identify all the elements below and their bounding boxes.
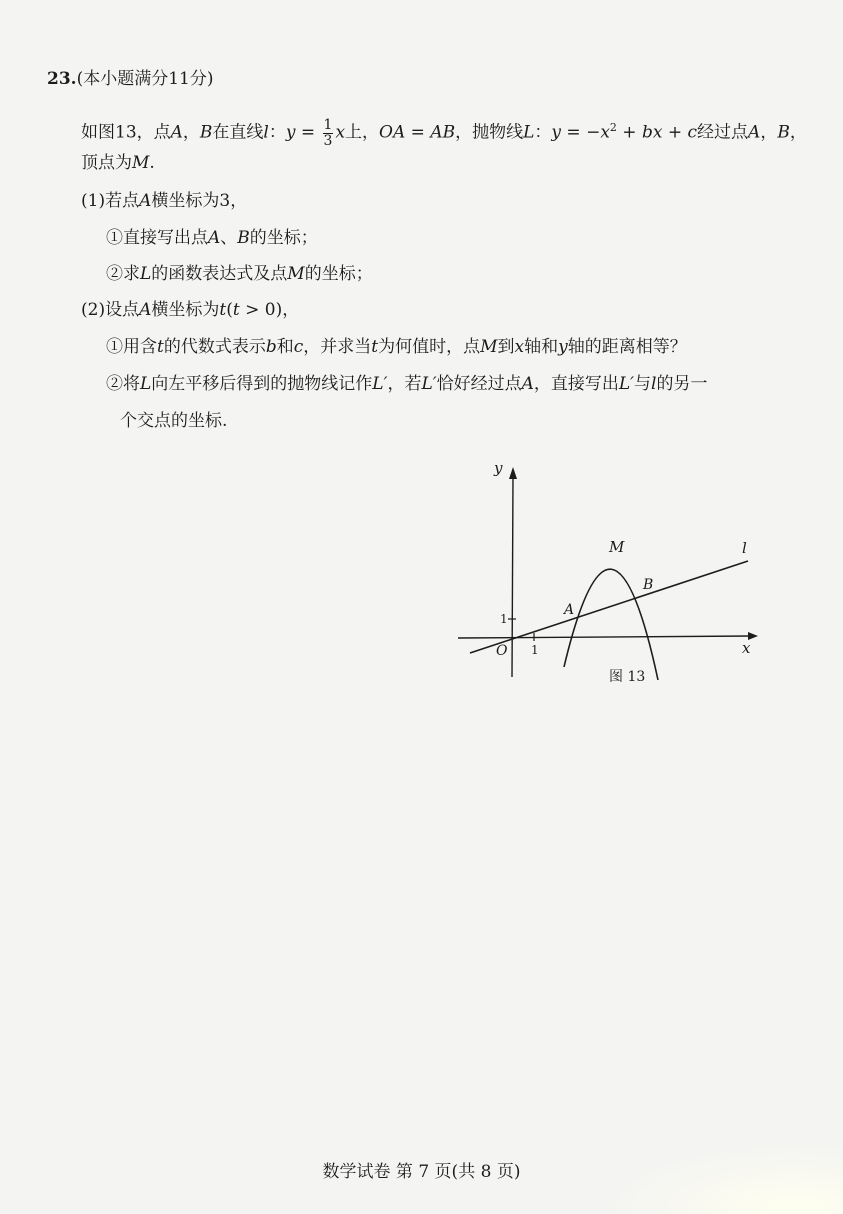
x-axis [458,636,752,638]
var-L: L [140,374,152,394]
x-axis-label: x [742,639,751,657]
y-axis [512,477,513,677]
problem-header [47,68,213,90]
equals-minus: = − [561,122,601,143]
sep: ， [182,122,200,143]
var-L-prime: L′ [421,374,437,394]
intro-text: 在直线 [212,122,264,143]
var-b: B [199,122,213,143]
point-a-label: A [564,602,575,618]
var-a: A [748,122,761,143]
part2-text: 横坐标为 [151,300,220,320]
frac-denominator: 3 [323,132,333,149]
q-text: 的另一 [656,374,708,394]
var-t: t [157,337,164,357]
q-text: 向左平移后得到的抛物线记作 [151,374,373,394]
y-axis-label: y [494,459,503,477]
var-a: A [170,122,183,143]
tick-y-label: 1 [500,612,508,626]
colon: ： [534,122,552,143]
part2-text: > 0)， [239,300,300,320]
q-text: 和 [276,337,294,357]
problem-intro-line2 [81,152,155,174]
var-a: A [139,300,152,320]
q-text: ①用含 [106,337,157,357]
intro-text: 顶点为 [81,153,132,173]
var-t: t [219,300,227,320]
photo-glare [603,1144,843,1214]
var-y: y [558,337,568,357]
intro-text: 经过点 [697,122,749,143]
var-L-prime: L′ [372,374,388,394]
var-L: L [523,122,535,143]
line-l-label: l [742,539,747,557]
var-c-coef: c [293,337,304,357]
term-c: c [687,122,698,143]
var-x: x [600,122,610,143]
point-b-label: B [643,577,654,593]
q-text: ②将 [106,374,140,394]
sep: ， [789,122,807,143]
problem-number: 23. [47,69,77,89]
var-a: A [139,191,152,211]
exponent: 2 [609,121,617,134]
q-text: 的函数表达式及点 [151,264,288,284]
var-l: l [263,122,269,143]
var-L: L [140,264,152,284]
var-y: y [551,122,562,143]
frac-numerator: 1 [323,116,333,133]
sep: ， [760,122,778,143]
var-m: M [480,337,498,357]
plus: + [662,122,688,143]
colon: ： [268,122,286,143]
tick-x-label: 1 [531,643,539,657]
part2-question1 [106,336,687,358]
var-x: x [335,122,346,143]
var-L-prime: L′ [618,374,635,394]
var-y: y [285,122,296,143]
q-text: 恰好经过点 [436,374,522,394]
equals: = [295,122,321,143]
intro-text: 如图13，点 [81,122,171,143]
sep: 、 [220,228,238,248]
figure-caption: 图 13 [609,669,646,685]
origin-label: O [496,643,508,659]
var-a: A [521,374,534,394]
var-b: B [777,122,790,143]
q-text: ，直接写出 [533,374,619,394]
intro-text: ，抛物线 [455,122,524,143]
q-text: 的坐标； [249,228,318,248]
part2-question2-line2 [120,410,227,432]
figure-13 [452,455,772,695]
equals: = [405,122,431,143]
q-text: 个交点的坐标. [120,411,228,431]
var-b-coef: b [265,337,277,357]
var-m: M [132,153,150,173]
q-text: 轴的距离相等？ [567,337,687,357]
var-m: M [287,264,305,284]
score-note: (本小题满分11分) [76,69,214,89]
period: . [149,153,155,173]
paren: ( [226,300,233,320]
var-t: t [371,337,379,357]
q-text: 为何值时，点 [378,337,481,357]
seg-ab: AB [430,122,456,143]
plus: + [616,122,642,143]
part1-question2 [106,263,373,285]
part2-header [81,299,299,321]
part1-header [81,190,247,212]
q-text: 轴和 [524,337,559,357]
var-a: A [208,228,221,248]
q-text: ①直接写出点 [106,228,208,248]
part1-text: 横坐标为3， [151,191,248,211]
part2-question2 [106,373,707,395]
q-text: 与 [634,374,652,394]
q-text: ，若 [387,374,422,394]
seg-oa: OA [379,122,406,143]
q-text: 的代数式表示 [163,337,266,357]
term-bx: bx [641,122,663,143]
page-footer: 数学试卷 第 7 页(共 8 页) [322,1162,521,1182]
var-t: t [232,300,240,320]
var-b: B [237,228,250,248]
q-text: ，并求当 [303,337,372,357]
y-axis-arrow [509,467,517,479]
part2-text: (2)设点 [81,300,140,320]
var-x: x [514,337,525,357]
var-l: l [651,374,657,394]
q-text: 的坐标； [304,264,373,284]
problem-intro-line1 [81,117,807,149]
fraction-one-third [323,118,334,149]
q-text: 到 [497,337,515,357]
vertex-m-label: M [609,538,625,556]
intro-text: 上， [345,122,380,143]
q-text: ②求 [106,264,140,284]
part1-text: (1)若点 [81,191,140,211]
part1-question1 [106,227,318,249]
